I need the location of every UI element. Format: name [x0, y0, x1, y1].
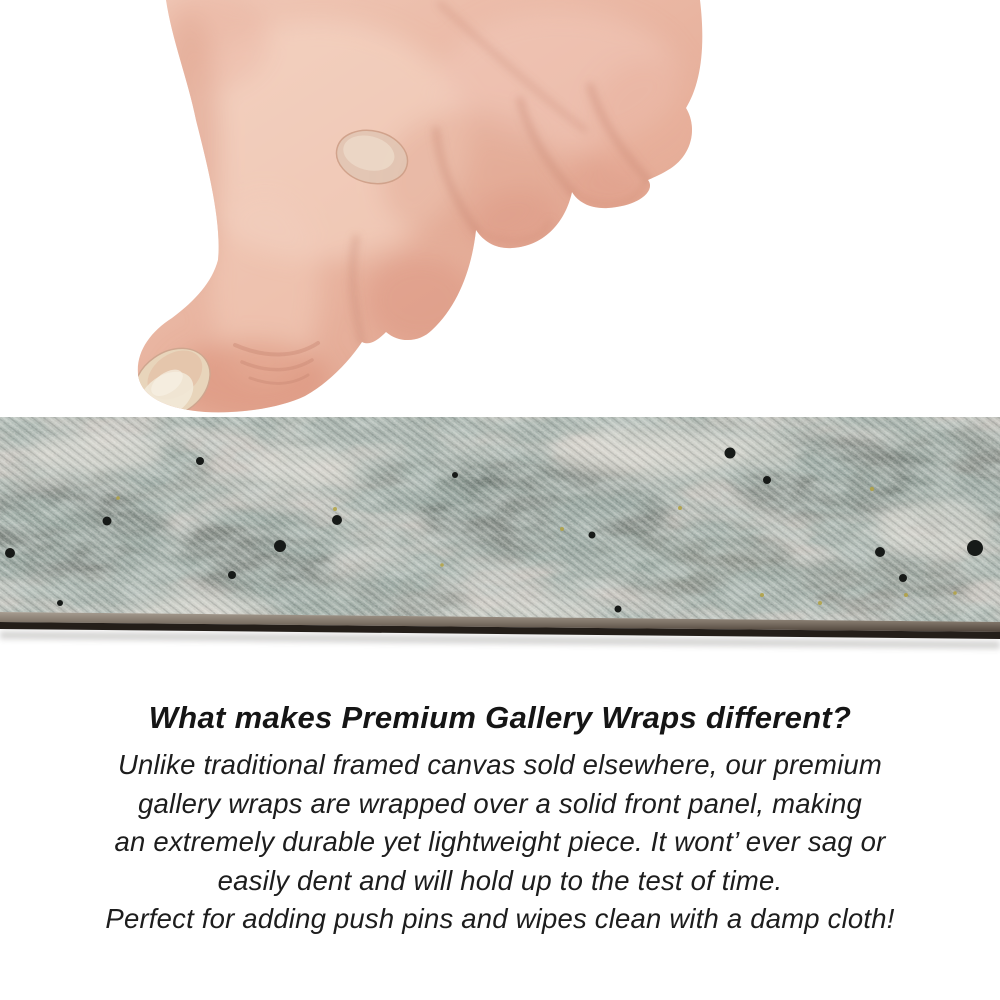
canvas-edge-photo: [0, 413, 1000, 658]
caption-block: [0, 700, 1000, 939]
caption-line-2: gallery wraps are wrapped over a solid front panel, making: [138, 787, 862, 819]
canvas-face-texture: [0, 413, 1000, 636]
caption-heading: What makes Premium Gallery Wraps different?: [148, 700, 852, 735]
hand-photo: [0, 0, 760, 445]
caption-line-4: easily dent and will hold up to the test of time.: [217, 864, 783, 896]
caption-line-1: Unlike traditional framed canvas sold elsewhere, our premium: [117, 749, 882, 780]
caption-line-5: Perfect for adding push pins and wipes clean with a damp cloth!: [105, 903, 895, 934]
caption-line-3: an extremely durable yet lightweight piece. It wont’ ever sag or: [114, 826, 886, 857]
